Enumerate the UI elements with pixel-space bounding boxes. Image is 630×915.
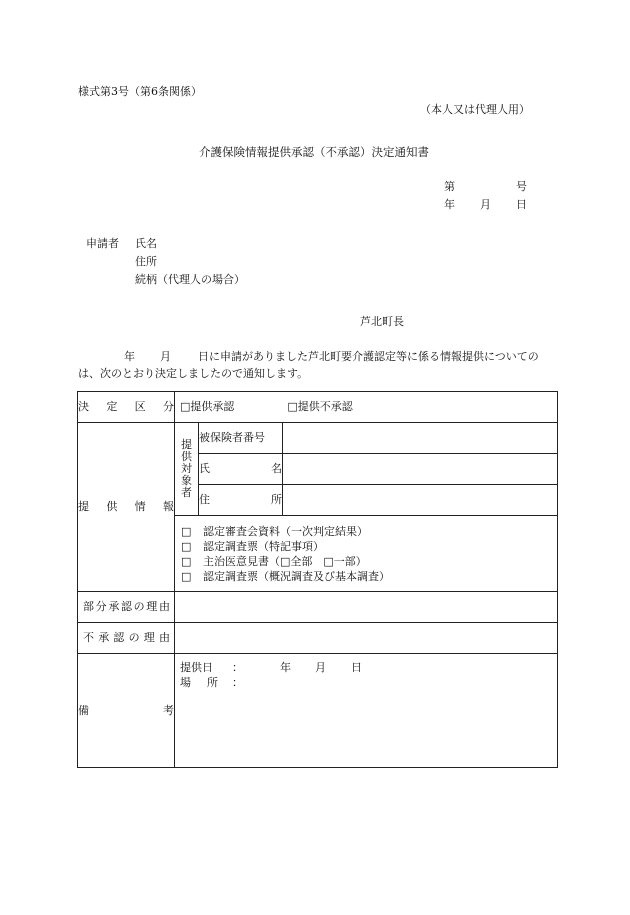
date-year: 年 [444, 198, 455, 211]
provision-item[interactable] [181, 554, 557, 569]
applicant-address-label: 住所 [135, 255, 157, 268]
body-month: 月 [160, 350, 171, 363]
number-prefix: 第 [444, 180, 455, 193]
reject-reason-label: 不 承 認 の 理 由 [83, 631, 170, 644]
applicant-name-label: 氏名 [135, 237, 157, 250]
provision-item-label: 主治医意見書（□全部 □一部） [203, 554, 367, 568]
remarks-cell [175, 654, 558, 768]
checkbox-icon[interactable]: □ [181, 554, 192, 568]
remarks-day: 日 [351, 661, 362, 674]
decision-label: 決 定 区 分 [78, 400, 174, 413]
provision-item-label: 認定調査票（特記事項） [203, 539, 324, 553]
remarks-label: 備 考 [78, 703, 174, 717]
reject-reason-label-cell [78, 623, 175, 654]
provision-items [181, 524, 557, 584]
applicant-label: 申請者 [86, 237, 119, 250]
insured-number-row [78, 423, 558, 454]
remarks-place-colon: ： [232, 676, 243, 689]
remarks-row [78, 654, 558, 768]
decision-table [77, 391, 558, 768]
usage-note: （本人又は代理人用） [420, 103, 530, 116]
remarks-date-colon: ： [232, 661, 243, 674]
number-suffix: 号 [516, 180, 527, 193]
decision-row [78, 392, 558, 423]
body-year: 年 [124, 350, 135, 363]
remarks-place-label: 場 所 [180, 676, 218, 689]
target-name-label: 氏 名 [199, 462, 282, 475]
insured-number-field[interactable] [283, 423, 558, 454]
option-approve[interactable]: □提供承認 [180, 400, 235, 413]
page-title: 介護保険情報提供承認（不承認）決定通知書 [199, 145, 429, 159]
items-cell [175, 516, 558, 592]
date-day: 日 [516, 198, 527, 211]
target-address-label: 住 所 [199, 493, 282, 506]
provision-item[interactable] [181, 539, 557, 554]
reject-reason-field[interactable] [175, 623, 558, 654]
checkbox-icon[interactable]: □ [181, 524, 192, 538]
target-address-field[interactable] [283, 485, 558, 516]
provision-item[interactable] [181, 569, 557, 584]
checkbox-icon[interactable]: □ [181, 569, 192, 583]
target-name-field[interactable] [283, 454, 558, 485]
partial-reason-label: 部 分 承 認 の 理 由 [83, 600, 170, 613]
provision-label-cell [78, 423, 175, 592]
remarks-label-cell [78, 654, 175, 768]
checkbox-icon[interactable]: □ [181, 539, 192, 553]
reject-reason-row [78, 623, 558, 654]
provision-item-label: 認定審査会資料（一次判定結果） [203, 524, 368, 538]
remarks-year: 年 [280, 661, 291, 674]
provision-item[interactable] [181, 524, 557, 539]
body-line2: は、次のとおり決定しましたので通知します。 [78, 367, 309, 380]
remarks-month: 月 [315, 661, 326, 674]
insured-number-label: 被保険者番号 [199, 423, 283, 454]
partial-reason-label-cell [78, 592, 175, 623]
partial-reason-field[interactable] [175, 592, 558, 623]
target-address-label-cell [199, 485, 283, 516]
decision-options-cell [175, 392, 558, 423]
remarks-date-label: 提供日 [180, 661, 213, 674]
issuer: 芦北町長 [360, 315, 404, 328]
decision-label-cell [78, 392, 175, 423]
applicant-relation-label: 続柄（代理人の場合） [135, 273, 245, 286]
target-name-label-cell [199, 454, 283, 485]
provision-item-label: 認定調査票（概況調査及び基本調査） [203, 569, 390, 583]
target-label: 提 供 対 象 者 [181, 437, 192, 499]
option-reject[interactable]: □提供不承認 [287, 400, 353, 413]
partial-reason-row [78, 592, 558, 623]
date-month: 月 [480, 198, 491, 211]
provision-label: 提 供 情 報 [78, 500, 174, 513]
target-label-cell [175, 423, 199, 516]
remarks-content [180, 661, 557, 695]
body-line1: 日に申請がありました芦北町要介護認定等に係る情報提供についての [198, 350, 539, 363]
form-number: 様式第3号（第6条関係） [78, 85, 202, 98]
